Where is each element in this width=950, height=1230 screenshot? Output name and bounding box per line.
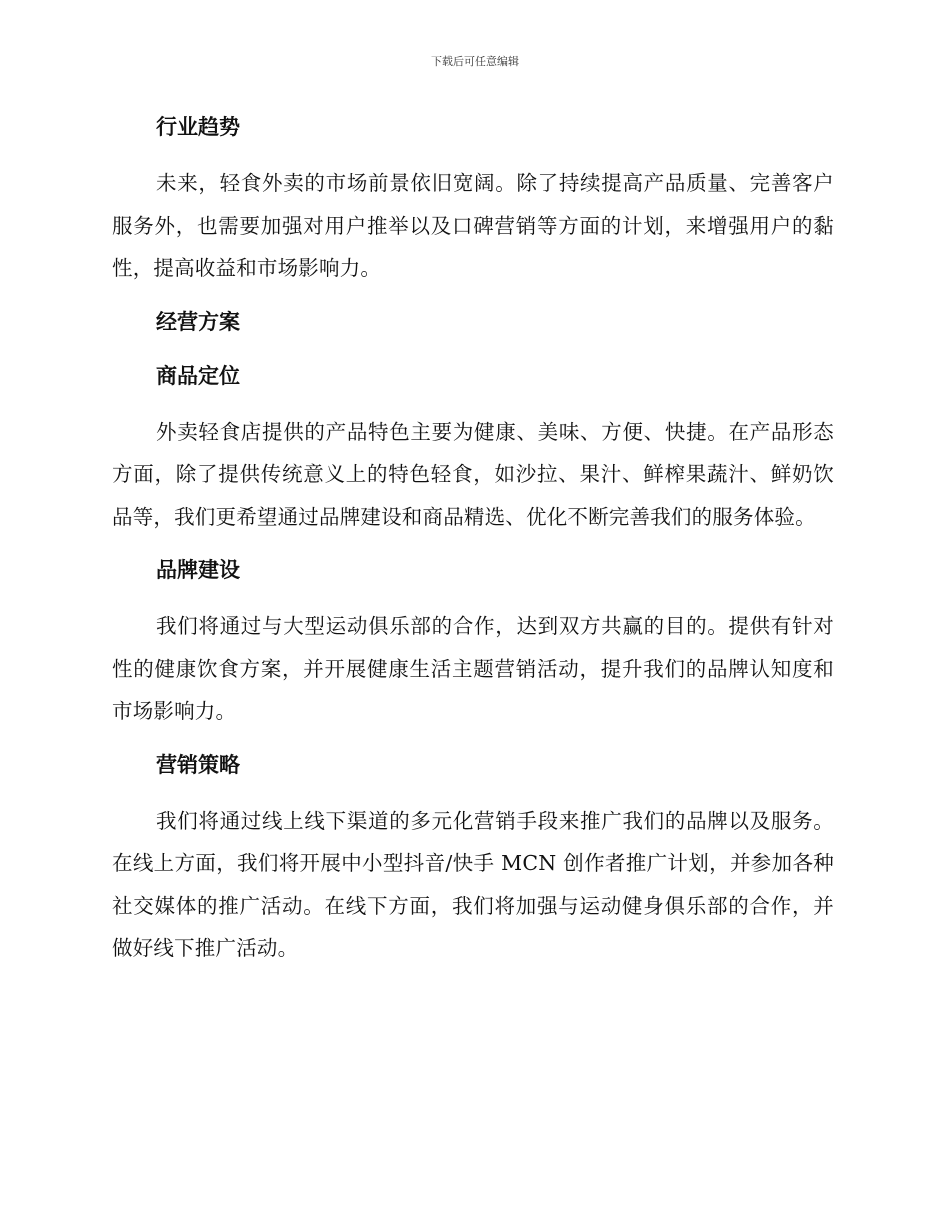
paragraph-brand-building: 我们将通过与大型运动俱乐部的合作，达到双方共赢的目的。提供有针对性的健康饮食方案，并开展健康生活主题营销活动，提升我们的品牌认知度和市场影响力。	[112, 614, 834, 723]
section-heading-industry-trend: 行业趋势	[156, 115, 240, 139]
header-note: 下载后可任意编辑	[431, 55, 519, 68]
document-body	[112, 108, 834, 983]
section-heading-marketing-strategy: 营销策略	[156, 752, 240, 777]
paragraph-marketing-strategy: 我们将通过线上线下渠道的多元化营销手段来推广我们的品牌以及服务。在线上方面，我们将开展中小型抖音/快手 MCN 创作者推广计划，并参加各种社交媒体的推广活动。在线下方面，我们将加强与运动健身俱乐部的合作，并做好线下推广活动。	[112, 808, 834, 960]
section-heading-brand-building: 品牌建设	[156, 558, 240, 582]
section-heading-business-plan: 经营方案	[156, 309, 240, 334]
paragraph-product-positioning: 外卖轻食店提供的产品特色主要为健康、美味、方便、快捷。在产品形态方面，除了提供传统意义上的特色轻食，如沙拉、果汁、鲜榨果蔬汁、鲜奶饮品等，我们更希望通过品牌建设和商品精选、优化不断完善我们的服务体验。	[112, 419, 834, 529]
paragraph-industry-trend: 未来，轻食外卖的市场前景依旧宽阔。除了持续提高产品质量、完善客户服务外，也需要加强对用户推举以及口碑营销等方面的计划，来增强用户的黏性，提高收益和市场影响力。	[112, 171, 834, 280]
section-heading-product-positioning: 商品定位	[156, 363, 240, 388]
